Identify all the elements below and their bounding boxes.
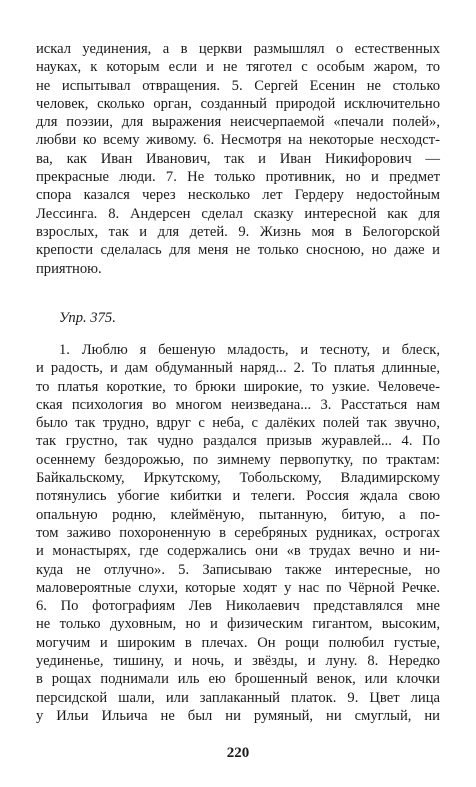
- text-line: и монастырях, где содержались они «в трудах вечно и ни-: [36, 543, 440, 560]
- text-line: 6. По фотографиям Лев Николаевич представлялся мне: [36, 598, 440, 615]
- text-line: персидской шали, или заплаканный платок. 9. Цвет лица: [36, 689, 440, 706]
- text-line: Байкальскому, Иркутскому, Тобольскому, Владимирскому: [36, 470, 440, 487]
- text-line: любви ко всему живому. 6. Несмотря на некоторые несходст-: [36, 132, 440, 149]
- text-line: не только духовным, но и физическим гигантом, высоким,: [36, 616, 440, 633]
- text-line: 1. Люблю я бешеную младость, и тесноту, и блеск,: [59, 342, 440, 358]
- text-line: не испытывал отвращения. 5. Сергей Есенин не столько: [36, 77, 440, 94]
- text-line: искал уединения, а в церкви размышлял о естественных: [36, 41, 440, 57]
- text-line: приятною.: [36, 260, 102, 277]
- continued-paragraph: [36, 40, 440, 278]
- text-line: ва, как Иван Иванович, так и Иван Никифорович —: [36, 150, 440, 167]
- text-line: уединенье, тишину, и ночь, и звёзды, и луну. 8. Нередко: [36, 653, 440, 670]
- text-line: так грустно, так чудно раздался призыв журавлей... 4. По: [36, 433, 440, 450]
- text-line: том заживо похороненную в серебряных рудниках, острогах: [36, 524, 440, 541]
- text-line: человек, сколько орган, созданный природой исключительно: [36, 95, 440, 112]
- page-number: 220: [226, 745, 250, 761]
- text-line: крепости сделалась для меня не только сносною, но даже и: [36, 242, 440, 259]
- text-line: спора казался через несколько лет Гердеру недостойным: [36, 187, 440, 204]
- text-line: маловероятные слухи, которые ходят у нас по Чёрной Речке.: [36, 579, 440, 596]
- text-line: науках, к которым если и не тяготел с особым жаром, то: [36, 59, 440, 76]
- exercise-body: [36, 341, 440, 725]
- text-line: в рощах поднимали иль ею брошенный венок, или клочки: [36, 671, 440, 688]
- text-line: и радость, и дам обдуманный наряд... 2. То платья длинные,: [36, 360, 440, 377]
- text-line: Лессинга. 8. Андерсен сделал сказку интересной как для: [36, 205, 440, 222]
- text-line: потянулись убогие кибитки и телеги. Россия ждала свою: [36, 488, 440, 505]
- text-line: осеннему бездорожью, по зимнему первопутку, по трактам:: [36, 451, 440, 468]
- text-line: было так трудно, вдруг с неба, с далёких полей так звучно,: [36, 415, 440, 432]
- text-line: могучим и широким в плечах. Он рощи полюбил густые,: [36, 634, 440, 651]
- text-line: у Ильи Ильича не был ни румяный, ни смуглый, ни: [36, 707, 440, 724]
- text-line: куда не отлучно». 5. Записываю также интересные, но: [36, 561, 440, 578]
- text-line: для поэзии, для выражения неисчерпаемой «печали полей»,: [36, 114, 440, 131]
- text-line: то платья короткие, то брюки широкие, то узкие. Человече-: [36, 378, 440, 395]
- text-line: опальную родню, клеймёную, пытанную, битую, а по-: [36, 506, 440, 523]
- text-line: прекрасные люди. 7. Не только противник, но и предмет: [36, 169, 440, 186]
- text-line: взрослых, так и для детей. 9. Жизнь моя в Белогорской: [36, 223, 440, 240]
- text-line: ская психология во многом неизведана... 3. Расстаться нам: [36, 396, 440, 413]
- exercise-heading: Упр. 375.: [59, 310, 116, 326]
